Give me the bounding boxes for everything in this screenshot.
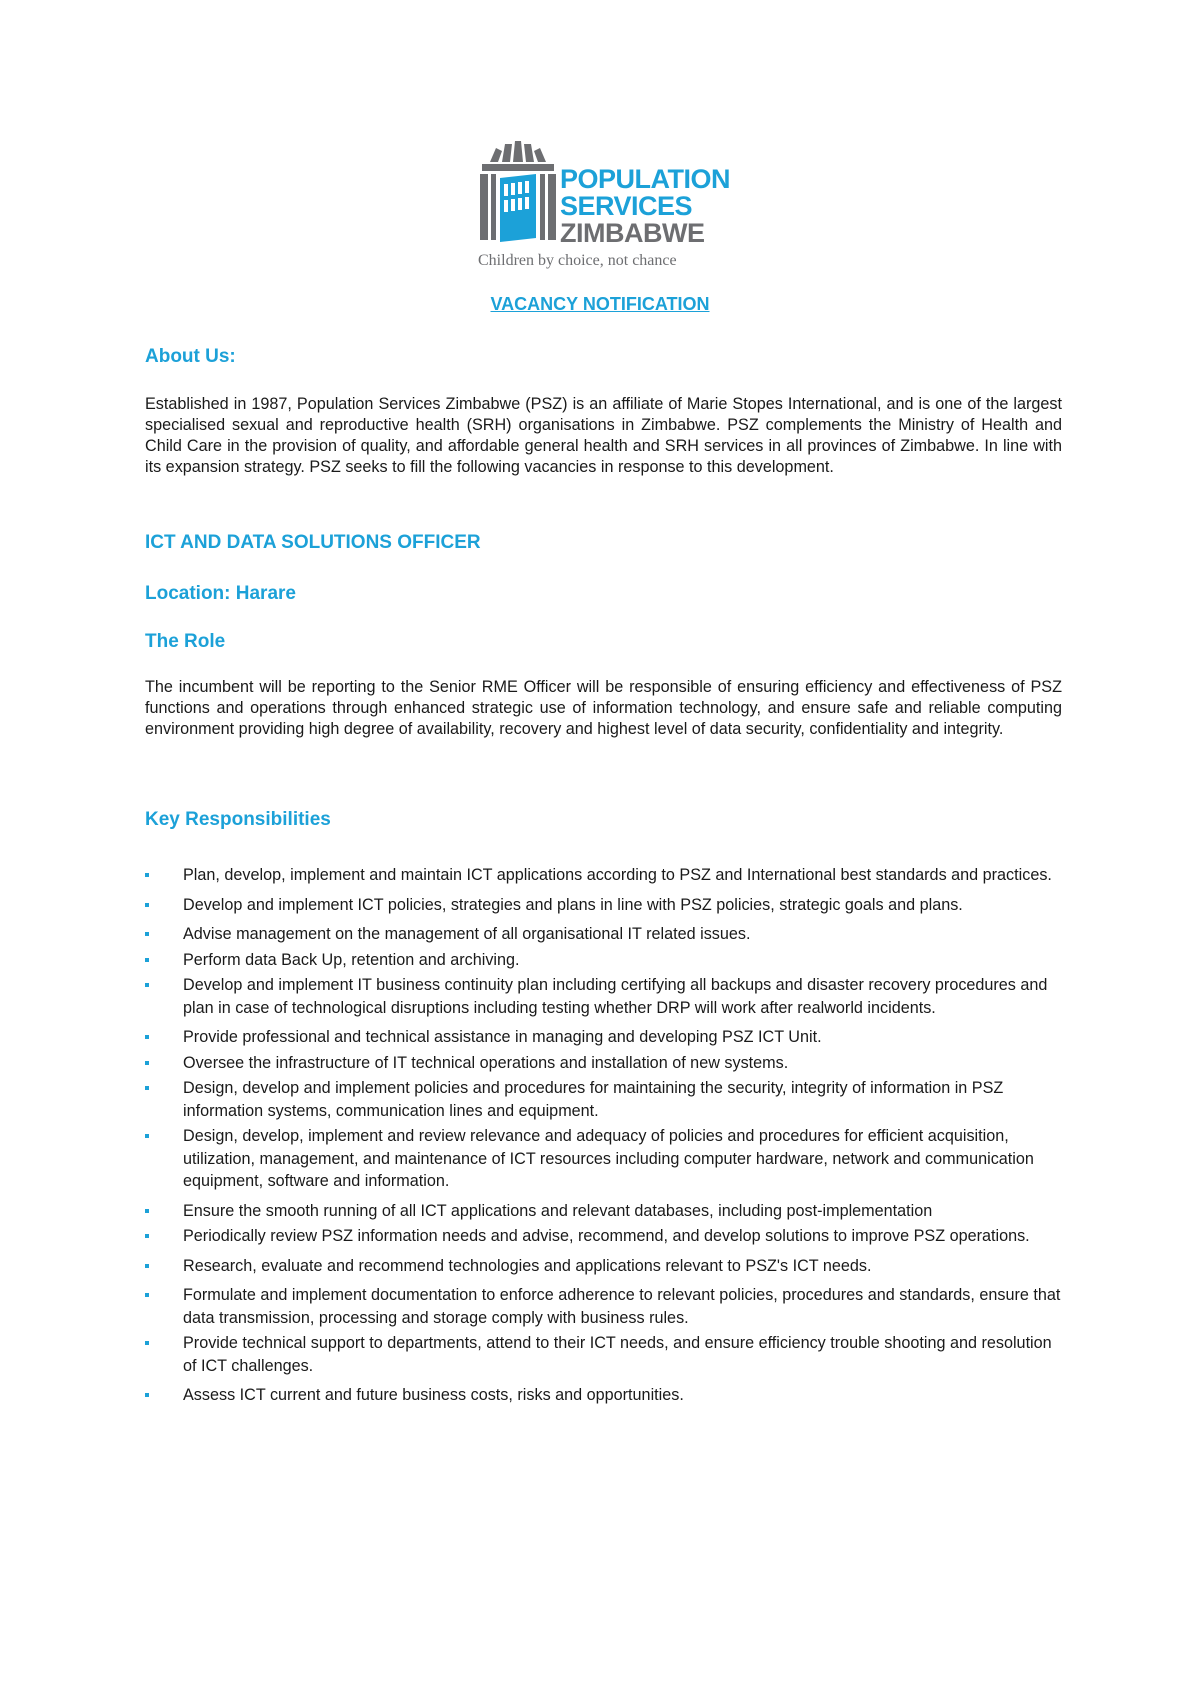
responsibility-text: Develop and implement ICT policies, strategies and plans in line with PSZ policies, strategic goals and plans. bbox=[183, 895, 963, 914]
about-text: Established in 1987, Population Services Zimbabwe (PSZ) is an affiliate of Marie Stopes International, and is one of the largest specialised sexual and reproductive health (SRH) organisations in Zimbabwe. PSZ complements the Ministry of Health and Child Care in the provision of quality, and affordable general health and SRH services in all provinces of Zimbabwe. In line with its expansion strategy. PSZ seeks to fill the following vacancies in response to this development. bbox=[145, 395, 1062, 476]
bullet-icon bbox=[145, 1061, 149, 1065]
responsibility-text: Periodically review PSZ information needs and advise, recommend, and develop solutions to improve PSZ operations. bbox=[183, 1227, 1030, 1245]
bullet-icon bbox=[145, 1293, 149, 1297]
responsibility-item bbox=[145, 1225, 1062, 1248]
logo-word-population: POPULATION bbox=[560, 164, 730, 194]
responsibility-item bbox=[145, 949, 1062, 972]
responsibility-text: Perform data Back Up, retention and archiving. bbox=[183, 950, 520, 969]
responsibility-text: Develop and implement IT business continuity plan including certifying all backups and disaster recovery procedures and plan in case of technological disruptions including testing whether DRP will work after realworld incidents. bbox=[183, 976, 1048, 1017]
bullet-icon bbox=[145, 1134, 149, 1138]
responsibility-item bbox=[145, 1052, 1062, 1075]
responsibility-item bbox=[145, 1200, 1062, 1223]
responsibility-text: Ensure the smooth running of all ICT applications and relevant databases, including post-implementation bbox=[183, 1201, 933, 1220]
bullet-icon bbox=[145, 1035, 149, 1039]
responsibility-text: Provide technical support to departments, attend to their ICT needs, and ensure efficiency trouble shooting and resolution of ICT challenges. bbox=[183, 1334, 1052, 1375]
responsibility-text: Plan, develop, implement and maintain ICT applications according to PSZ and International best standards and practices. bbox=[183, 866, 1052, 884]
bullet-icon bbox=[145, 1086, 149, 1090]
responsibility-item bbox=[145, 974, 1062, 1019]
responsibility-item bbox=[145, 1332, 1062, 1377]
responsibility-text: Design, develop and implement policies and procedures for maintaining the security, integrity of information in PSZ information systems, communication lines and equipment. bbox=[183, 1079, 1004, 1120]
bullet-icon bbox=[145, 903, 149, 907]
bullet-icon bbox=[145, 1234, 149, 1238]
responsibility-item bbox=[145, 1284, 1062, 1329]
bullet-icon bbox=[145, 1393, 149, 1397]
role-text: The incumbent will be reporting to the Senior RME Officer will be responsible of ensuring efficiency and effectiveness of PSZ functions and operations through enhanced strategic use of information technology, and ensure safe and reliable computing environment providing high degree of availability, recovery and highest level of data security, confidentiality and integrity. bbox=[145, 678, 1062, 738]
role-heading: The Role bbox=[145, 631, 226, 652]
responsibility-item bbox=[145, 864, 1062, 887]
bullet-icon bbox=[145, 873, 149, 877]
responsibility-item bbox=[145, 923, 1062, 946]
responsibility-text: Research, evaluate and recommend technologies and applications relevant to PSZ's ICT needs. bbox=[183, 1256, 872, 1275]
logo-tagline: Children by choice, not chance bbox=[478, 252, 677, 269]
responsibility-item bbox=[145, 1077, 1062, 1122]
responsibility-text: Advise management on the management of all organisational IT related issues. bbox=[183, 925, 751, 943]
responsibility-item bbox=[145, 1255, 1062, 1278]
psz-logo bbox=[478, 138, 736, 274]
responsibilities-heading: Key Responsibilities bbox=[145, 809, 331, 830]
logo-word-services: SERVICES bbox=[560, 191, 693, 221]
logo-word-zimbabwe: ZIMBABWE bbox=[560, 218, 705, 248]
responsibilities-list bbox=[145, 864, 1062, 1410]
responsibility-text: Provide professional and technical assistance in managing and developing PSZ ICT Unit. bbox=[183, 1028, 822, 1046]
bullet-icon bbox=[145, 958, 149, 962]
responsibility-text: Design, develop, implement and review relevance and adequacy of policies and procedures for efficient acquisition, utilization, management, and maintenance of ICT resources including computer hardware, network and communication equipment, software and information. bbox=[183, 1127, 1034, 1190]
position-title: ICT AND DATA SOLUTIONS OFFICER bbox=[145, 532, 481, 553]
bullet-icon bbox=[145, 1264, 149, 1268]
responsibility-text: Formulate and implement documentation to enforce adherence to relevant policies, procedures and standards, ensure that data transmission, processing and storage comply with business rules. bbox=[183, 1286, 1061, 1327]
bullet-icon bbox=[145, 983, 149, 987]
bullet-icon bbox=[145, 1209, 149, 1213]
about-heading: About Us: bbox=[145, 346, 236, 367]
responsibility-item bbox=[145, 1384, 1062, 1407]
responsibility-text: Oversee the infrastructure of IT technical operations and installation of new systems. bbox=[183, 1053, 789, 1072]
page-title: VACANCY NOTIFICATION bbox=[490, 294, 710, 314]
position-location: Location: Harare bbox=[145, 583, 296, 604]
responsibility-item bbox=[145, 1125, 1062, 1193]
bullet-icon bbox=[145, 1341, 149, 1345]
responsibility-item bbox=[145, 1026, 1062, 1049]
responsibility-text: Assess ICT current and future business costs, risks and opportunities. bbox=[183, 1386, 684, 1404]
door-arch-icon bbox=[478, 138, 558, 248]
responsibility-item bbox=[145, 894, 1062, 917]
bullet-icon bbox=[145, 932, 149, 936]
